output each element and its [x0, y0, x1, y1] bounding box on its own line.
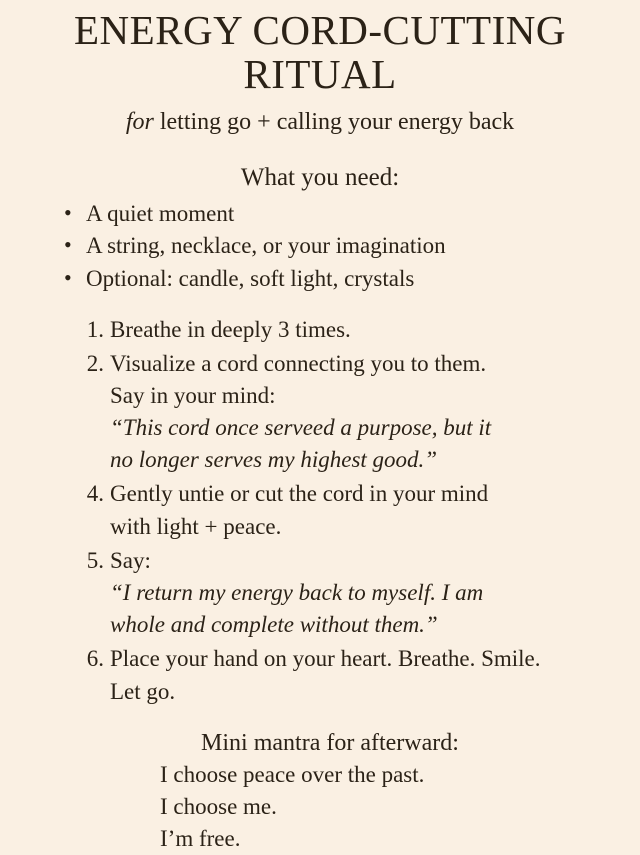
subtitle-rest: letting go + calling your energy back [153, 108, 515, 135]
list-item [80, 478, 620, 542]
step-text: Place your hand on your heart. Breathe. Smile. [110, 646, 541, 672]
needs-list [20, 198, 620, 296]
mantra-lines [20, 759, 620, 855]
step-quote-line: “This cord once serveed a purpose, but it [110, 415, 492, 441]
list-item: • A string, necklace, or your imagination [64, 230, 620, 263]
step-number: 4. [86, 481, 104, 507]
mantra-line: I’m free. [160, 826, 241, 852]
steps-list [20, 314, 620, 708]
step-number: 6. [86, 646, 104, 672]
step-subline: Let go. [110, 678, 176, 704]
mantra-heading: Mini mantra for afterward: [201, 729, 459, 756]
subtitle-italic-word: for [125, 108, 154, 135]
mantra-line: I choose me. [160, 793, 277, 819]
page-title: ENERGY CORD-CUTTING RITUAL [74, 7, 566, 98]
list-item: • A quiet moment [64, 198, 620, 231]
step-number: 5. [86, 547, 104, 573]
mantra-line: I choose peace over the past. [160, 761, 425, 787]
step-subline: with light + peace. [110, 513, 282, 539]
step-text: Breathe in deeply 3 times. [110, 316, 351, 342]
list-item: • Optional: candle, soft light, crystals [64, 263, 620, 296]
step-number: 2. [86, 350, 104, 376]
list-item [80, 314, 620, 346]
step-quote-line: no longer serves my highest good.” [110, 447, 438, 473]
step-text: Gently untie or cut the cord in your mind [110, 481, 489, 507]
list-item [80, 643, 620, 707]
list-item [80, 545, 620, 642]
step-subline: Say in your mind: [110, 382, 276, 408]
step-quote-line: whole and complete without them.” [110, 612, 438, 638]
step-text: Visualize a cord connecting you to them. [110, 350, 487, 376]
page-subtitle [20, 109, 620, 136]
step-quote-line: “I return my energy back to myself. I am [110, 580, 484, 605]
needs-heading: What you need: [240, 163, 400, 191]
step-number: 1. [86, 316, 104, 342]
step-text: Say: [110, 547, 151, 573]
list-item [80, 348, 620, 477]
